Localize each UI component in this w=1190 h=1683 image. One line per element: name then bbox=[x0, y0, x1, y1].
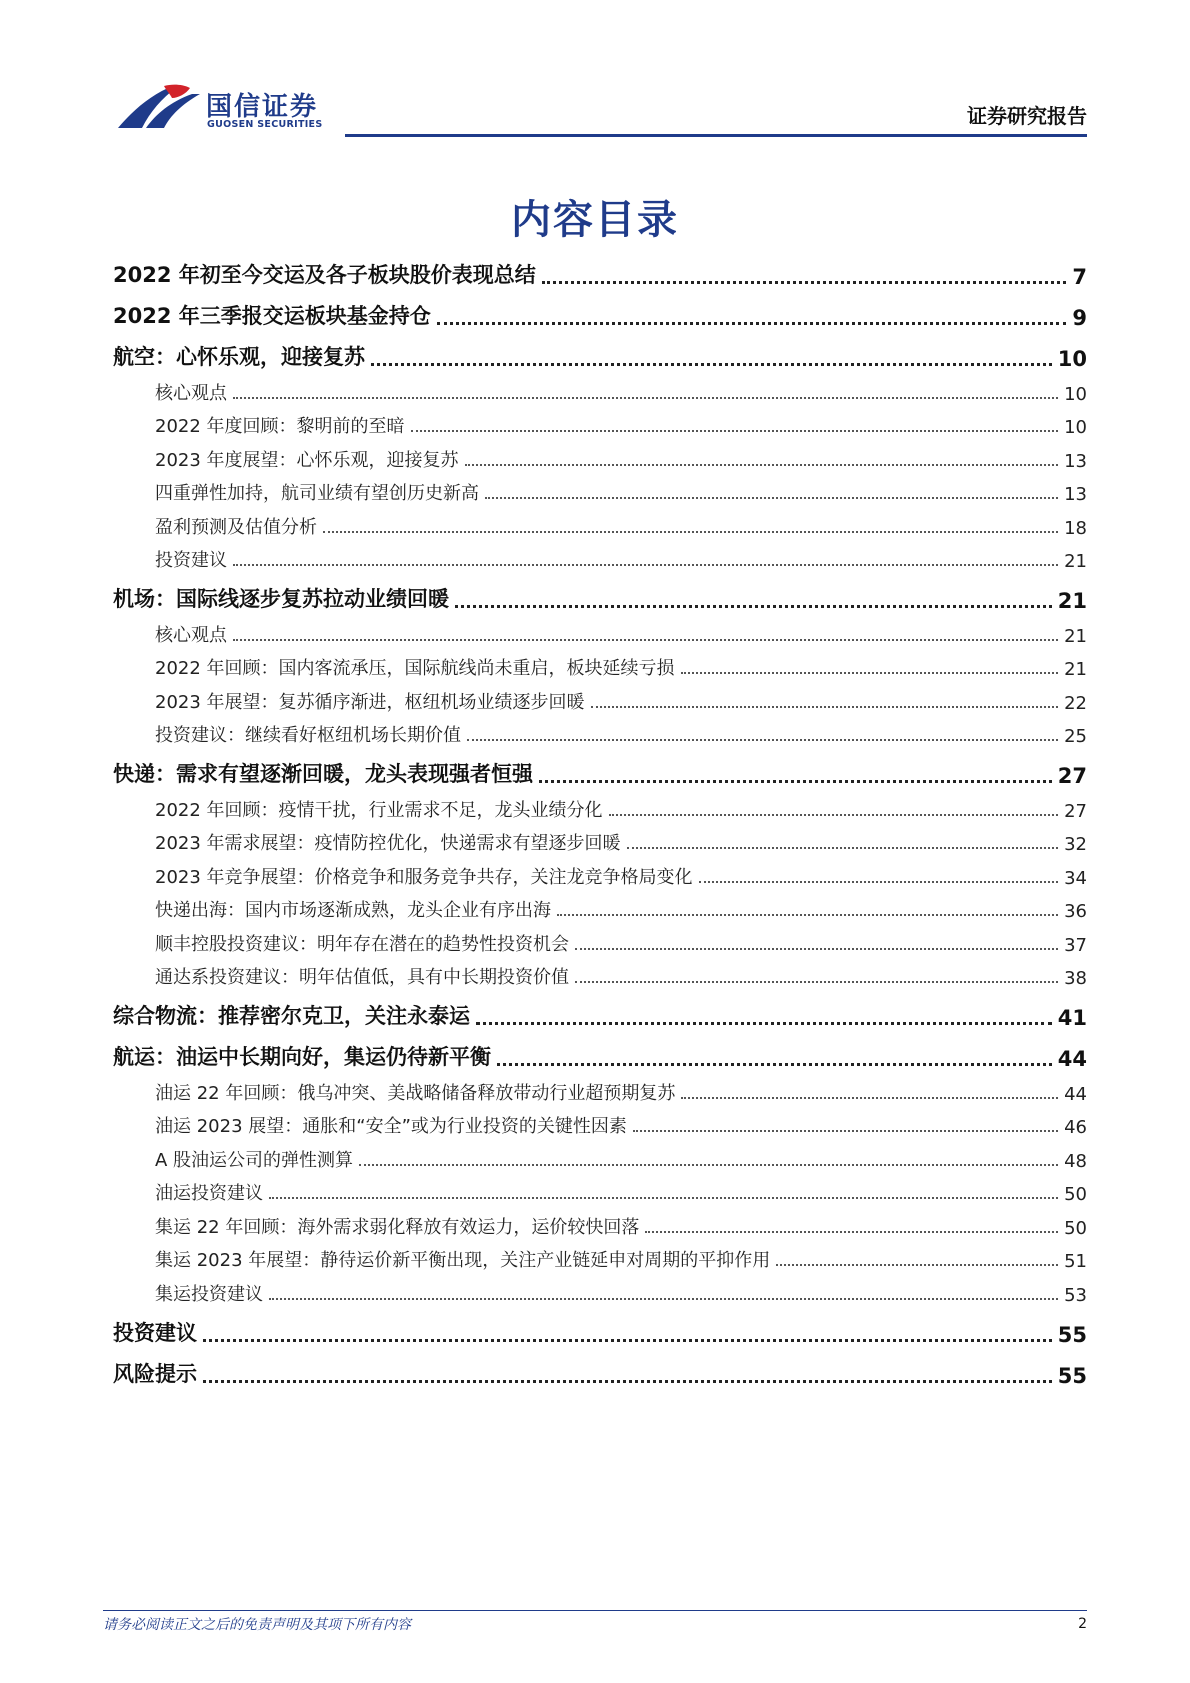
company-logo bbox=[116, 84, 356, 136]
toc-entry-title: 四重弹性加持，航司业绩有望创历史新高 bbox=[155, 483, 479, 504]
leader-dots bbox=[776, 1264, 1058, 1266]
toc-entry-page: 10 bbox=[1064, 417, 1087, 438]
toc-subentry[interactable] bbox=[113, 1105, 1087, 1139]
leader-dots bbox=[323, 531, 1058, 533]
toc-subentry[interactable] bbox=[113, 788, 1087, 822]
toc-entry-page: 21 bbox=[1057, 589, 1087, 613]
leader-dots bbox=[203, 1339, 1052, 1342]
leader-dots bbox=[371, 363, 1052, 366]
toc-entry-page: 55 bbox=[1057, 1363, 1087, 1388]
toc-subentry[interactable] bbox=[113, 1205, 1087, 1239]
page-number: 2 bbox=[1078, 1616, 1087, 1632]
toc-entry-title: 2022 年回顾：国内客流承压，国际航线尚未重启，板块延续亏损 bbox=[155, 658, 675, 679]
footer-disclaimer: 请务必阅读正文之后的免责声明及其项下所有内容 bbox=[103, 1617, 411, 1633]
toc-entry-title: 综合物流：推荐密尔克卫，关注永泰运 bbox=[113, 1004, 470, 1028]
leader-dots bbox=[542, 281, 1067, 284]
toc-entry-page: 44 bbox=[1057, 1047, 1087, 1071]
toc-subentry[interactable] bbox=[113, 714, 1087, 748]
toc-entry-title: 油运投资建议 bbox=[155, 1183, 263, 1204]
toc-entry-title: 2023 年竞争展望：价格竞争和服务竞争共存，关注龙竞争格局变化 bbox=[155, 866, 693, 888]
leader-dots bbox=[233, 564, 1058, 566]
toc-entry-page: 9 bbox=[1072, 306, 1087, 330]
toc-entry-page: 13 bbox=[1064, 484, 1087, 505]
footer-divider bbox=[103, 1610, 1087, 1611]
toc-subentry[interactable] bbox=[113, 1172, 1087, 1206]
toc-entry-page: 48 bbox=[1064, 1150, 1087, 1172]
toc-entry-title: 集运 2023 年展望：静待运价新平衡出现，关注产业链延申对周期的平抑作用 bbox=[155, 1250, 771, 1271]
toc-entry-title: 核心观点 bbox=[155, 624, 227, 646]
toc-entry-title: 集运投资建议 bbox=[155, 1283, 263, 1305]
toc-entry-title: 油运 2023 展望：通胀和“安全”或为行业投资的关键性因素 bbox=[155, 1116, 627, 1137]
leader-dots bbox=[465, 464, 1059, 466]
toc-entry-title: 盈利预测及估值分析 bbox=[155, 516, 317, 538]
leader-dots bbox=[485, 497, 1058, 499]
leader-dots bbox=[699, 881, 1059, 883]
header-divider bbox=[345, 134, 1087, 137]
toc-subentry[interactable] bbox=[113, 1138, 1087, 1172]
toc-entry[interactable] bbox=[113, 289, 1087, 330]
toc-entry-title: 2022 年三季报交运板块基金持仓 bbox=[113, 304, 431, 328]
toc-subentry[interactable] bbox=[113, 1272, 1087, 1306]
toc-entry-title: 机场：国际线逐步复苏拉动业绩回暖 bbox=[113, 587, 449, 611]
toc-entry-title: 投资建议 bbox=[113, 1320, 197, 1345]
toc-subentry[interactable] bbox=[113, 371, 1087, 405]
report-type-label: 证券研究报告 bbox=[967, 104, 1087, 128]
toc-entry-page: 22 bbox=[1064, 692, 1087, 714]
leader-dots bbox=[476, 1022, 1052, 1025]
leader-dots bbox=[591, 706, 1059, 708]
toc-subentry[interactable] bbox=[113, 680, 1087, 714]
toc-entry-page: 53 bbox=[1064, 1284, 1087, 1306]
toc-subentry[interactable] bbox=[113, 472, 1087, 506]
leader-dots bbox=[467, 739, 1058, 741]
toc-entry-title: 航空：心怀乐观，迎接复苏 bbox=[113, 345, 365, 369]
logo-text-cn: 国信证券 bbox=[206, 92, 319, 122]
leader-dots bbox=[455, 605, 1052, 608]
toc-entry-page: 44 bbox=[1064, 1083, 1087, 1105]
toc-entry-page: 34 bbox=[1064, 867, 1087, 889]
leader-dots bbox=[269, 1197, 1058, 1199]
toc-entry-title: 2023 年展望：复苏循序渐进，枢纽机场业绩逐步回暖 bbox=[155, 691, 585, 713]
logo-text-en: GUOSEN SECURITIES bbox=[207, 119, 323, 130]
leader-dots bbox=[411, 430, 1059, 432]
toc-entry-title: A 股油运公司的弹性测算 bbox=[155, 1149, 354, 1171]
toc-entry-title: 集运 22 年回顾：海外需求弱化释放有效运力，运价较快回落 bbox=[155, 1216, 640, 1238]
toc-entry[interactable] bbox=[113, 1030, 1087, 1071]
table-of-contents bbox=[113, 248, 1087, 1388]
toc-entry-page: 13 bbox=[1064, 450, 1087, 472]
toc-entry-title: 通达系投资建议：明年估值低，具有中长期投资价值 bbox=[155, 967, 569, 988]
toc-entry-title: 顺丰控股投资建议：明年存在潜在的趋势性投资机会 bbox=[155, 933, 569, 955]
leader-dots bbox=[203, 1380, 1052, 1383]
leader-dots bbox=[681, 1097, 1058, 1099]
toc-subentry[interactable] bbox=[113, 539, 1087, 573]
toc-entry[interactable] bbox=[113, 747, 1087, 788]
toc-entry-page: 21 bbox=[1064, 625, 1087, 647]
toc-subentry[interactable] bbox=[113, 1239, 1087, 1273]
leader-dots bbox=[645, 1231, 1058, 1233]
toc-entry-title: 油运 22 年回顾：俄乌冲突、美战略储备释放带动行业超预期复苏 bbox=[155, 1082, 676, 1104]
toc-subentry[interactable] bbox=[113, 405, 1087, 439]
toc-entry-title: 航运：油运中长期向好，集运仍待新平衡 bbox=[113, 1045, 491, 1069]
toc-entry-title: 风险提示 bbox=[113, 1361, 197, 1386]
toc-subentry[interactable] bbox=[113, 855, 1087, 889]
leader-dots bbox=[359, 1164, 1058, 1166]
leader-dots bbox=[681, 672, 1059, 674]
toc-subentry[interactable] bbox=[113, 505, 1087, 539]
toc-subentry[interactable] bbox=[113, 922, 1087, 956]
leader-dots bbox=[269, 1298, 1058, 1300]
toc-title: 内容目录 bbox=[511, 197, 679, 243]
page-header bbox=[0, 0, 1190, 140]
toc-subentry[interactable] bbox=[113, 613, 1087, 647]
toc-entry[interactable] bbox=[113, 1306, 1087, 1347]
logo-mark-icon bbox=[116, 84, 202, 130]
toc-entry[interactable] bbox=[113, 248, 1087, 289]
leader-dots bbox=[627, 847, 1059, 849]
toc-entry-page: 37 bbox=[1064, 934, 1087, 956]
toc-subentry[interactable] bbox=[113, 956, 1087, 990]
toc-entry-title: 核心观点 bbox=[155, 382, 227, 404]
toc-entry-page: 7 bbox=[1072, 265, 1087, 289]
toc-subentry[interactable] bbox=[113, 647, 1087, 681]
toc-entry-page: 10 bbox=[1057, 347, 1087, 371]
leader-dots bbox=[557, 914, 1058, 916]
leader-dots bbox=[437, 322, 1067, 325]
leader-dots bbox=[575, 981, 1058, 983]
toc-entry[interactable] bbox=[113, 330, 1087, 371]
toc-entry-title: 2022 年回顾：疫情干扰，行业需求不足，龙头业绩分化 bbox=[155, 799, 603, 821]
toc-entry-title: 快递：需求有望逐渐回暖，龙头表现强者恒强 bbox=[113, 762, 533, 786]
toc-entry-title: 2023 年度展望：心怀乐观，迎接复苏 bbox=[155, 449, 459, 471]
toc-entry-page: 10 bbox=[1064, 383, 1087, 405]
toc-entry-page: 36 bbox=[1064, 901, 1087, 922]
toc-entry-page: 27 bbox=[1057, 764, 1087, 788]
leader-dots bbox=[539, 780, 1052, 783]
toc-entry-title: 2023 年需求展望：疫情防控优化，快递需求有望逐步回暖 bbox=[155, 833, 621, 854]
toc-entry-page: 32 bbox=[1064, 834, 1087, 855]
toc-entry[interactable] bbox=[113, 572, 1087, 613]
toc-entry-title: 2022 年初至今交运及各子板块股价表现总结 bbox=[113, 263, 536, 287]
toc-entry-page: 27 bbox=[1064, 800, 1087, 822]
leader-dots bbox=[633, 1130, 1058, 1132]
toc-subentry[interactable] bbox=[113, 822, 1087, 856]
leader-dots bbox=[233, 397, 1058, 399]
leader-dots bbox=[233, 639, 1058, 641]
toc-entry[interactable] bbox=[113, 989, 1087, 1030]
toc-subentry[interactable] bbox=[113, 1071, 1087, 1105]
toc-entry-page: 50 bbox=[1064, 1184, 1087, 1205]
toc-entry-title: 2022 年度回顾：黎明前的至暗 bbox=[155, 416, 405, 437]
toc-entry[interactable] bbox=[113, 1347, 1087, 1388]
toc-entry-page: 25 bbox=[1064, 726, 1087, 747]
toc-entry-page: 21 bbox=[1064, 551, 1087, 572]
toc-entry-page: 55 bbox=[1057, 1322, 1087, 1347]
toc-entry-title: 投资建议：继续看好枢纽机场长期价值 bbox=[155, 725, 461, 746]
toc-entry-page: 21 bbox=[1064, 659, 1087, 680]
toc-entry-title: 快递出海：国内市场逐渐成熟，龙头企业有序出海 bbox=[155, 900, 551, 921]
toc-entry-page: 41 bbox=[1057, 1006, 1087, 1030]
toc-entry-page: 50 bbox=[1064, 1217, 1087, 1239]
toc-entry-page: 38 bbox=[1064, 968, 1087, 989]
toc-entry-page: 46 bbox=[1064, 1117, 1087, 1138]
toc-subentry[interactable] bbox=[113, 889, 1087, 923]
leader-dots bbox=[609, 814, 1059, 816]
toc-entry-page: 51 bbox=[1064, 1251, 1087, 1272]
leader-dots bbox=[497, 1063, 1052, 1066]
toc-entry-page: 18 bbox=[1064, 517, 1087, 539]
toc-entry-title: 投资建议 bbox=[155, 550, 227, 571]
toc-subentry[interactable] bbox=[113, 438, 1087, 472]
leader-dots bbox=[575, 948, 1058, 950]
